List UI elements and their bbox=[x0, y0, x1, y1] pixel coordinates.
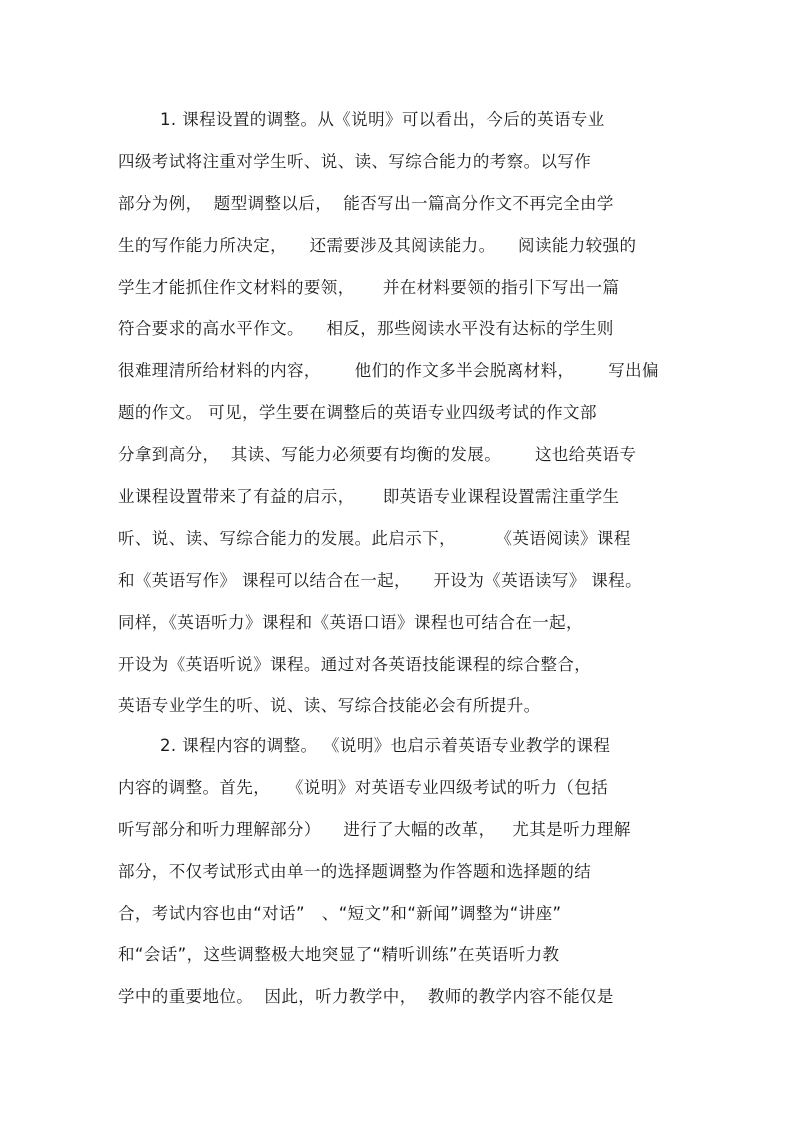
text-line: 内容的调整。首先， 《说明》对英语专业四级考试的听力（包括 bbox=[118, 777, 609, 797]
text-line: 同样，《英语听力》课程和《英语口语》课程也可结合在一起， bbox=[118, 612, 583, 632]
text-line: 部分为例， 题型调整以后， 能否写出一篇高分作文不再完全由学 bbox=[118, 193, 614, 213]
text-line: 学生才能抓住作文材料的要领， 并在材料要领的指引下写出一篇 bbox=[118, 277, 620, 297]
text-line: 业课程设置带来了有益的启示， 即英语专业课程设置需注重学生 bbox=[118, 487, 620, 507]
text-line: 和《英语写作》 课程可以结合在一起， 开设为《英语读写》 课程。 bbox=[118, 570, 642, 590]
paragraph-course-setting bbox=[118, 99, 678, 727]
text-line: 2. 课程内容的调整。 《说明》也启示着英语专业教学的课程 bbox=[160, 736, 611, 755]
text-line: 和“会话”，这些调整极大地突显了“精听训练”在英语听力教 bbox=[118, 945, 560, 965]
text-line: 四级考试将注重对学生听、说、读、写综合能力的考察。以写作 bbox=[118, 151, 592, 171]
text-line: 听写部分和听力理解部分） 进行了大幅的改革， 尤其是听力理解 bbox=[118, 819, 631, 839]
text-line: 分拿到高分， 其读、写能力必须要有均衡的发展。 这也给英语专 bbox=[118, 445, 637, 465]
text-line: 符合要求的高水平作文。 相反，那些阅读水平没有达标的学生则 bbox=[118, 319, 614, 339]
text-line: 开设为《英语听说》课程。通过对各英语技能课程的综合整合， bbox=[118, 654, 592, 674]
text-line: 听、说、读、写综合能力的发展。此启示下， 《英语阅读》课程 bbox=[118, 528, 631, 548]
text-line: 英语专业学生的听、说、读、写综合技能必会有所提升。 bbox=[118, 696, 541, 716]
paragraph-course-content bbox=[118, 725, 678, 1018]
text-line: 1. 课程设置的调整。从《说明》可以看出，今后的英语专业 bbox=[160, 110, 605, 129]
text-line: 部分，不仅考试形式由单一的选择题调整为作答题和选择题的结 bbox=[118, 861, 592, 881]
text-line: 生的写作能力所决定， 还需要涉及其阅读能力。 阅读能力较强的 bbox=[118, 235, 637, 255]
text-line: 很难理清所给材料的内容， 他们的作文多半会脱离材料， 写出偏 bbox=[118, 361, 659, 381]
text-line: 学中的重要地位。 因此，听力教学中， 教师的教学内容不能仅是 bbox=[118, 987, 614, 1007]
text-line: 题的作文。 可见，学生要在调整后的英语专业四级考试的作文部 bbox=[118, 403, 597, 423]
text-line: 合，考试内容也由“对话” 、“短文”和“新闻”调整为“讲座” bbox=[118, 903, 562, 923]
